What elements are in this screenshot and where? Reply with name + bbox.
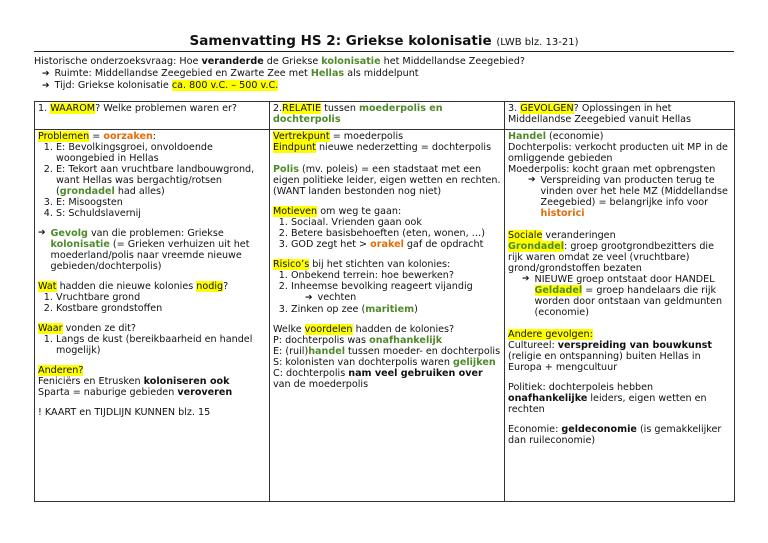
verspreiding-line: ➔ Verspreiding van producten terug te vinden over het hele MZ (Middellandse Zeegebied) = belangrijke info voor historici	[528, 175, 728, 219]
arrow-icon: ➔	[42, 81, 50, 91]
sociale-heading: Sociale veranderingen	[508, 230, 616, 241]
voordeel-s: S: kolonisten van dochterpolis waren gelijken	[273, 357, 496, 368]
eindpunt-line: Eindpunt nieuwe nederzetting = dochterpolis	[273, 142, 492, 153]
header-gevolgen: 3. GEVOLGEN? Oplossingen in het Middellandse Zeegebied vanuit Hellas	[505, 102, 735, 130]
list-item: 1. Vruchtbare grond	[56, 292, 266, 303]
list-item: 3. E: Misoogsten	[56, 197, 266, 208]
title-sub: (LWB blz. 13-21)	[496, 37, 579, 48]
risks-list	[273, 270, 501, 315]
motieven-heading: Motieven om weg te gaan:	[273, 206, 402, 217]
list-item: 2. E: Tekort aan vruchtbare landbouwgrond, want Hellas was bergachtig/rotsen (grondadel had alles)	[56, 164, 266, 197]
title-main: Samenvatting HS 2: Griekse kolonisatie	[189, 33, 492, 49]
economie-line: Economie: geldeconomie (is gemakkelijker dan ruileconomie)	[508, 424, 722, 446]
list-item: 4. S: Schuldslavernij	[56, 208, 266, 219]
table-body-row	[35, 130, 735, 502]
arrow-icon: ➔	[42, 69, 50, 79]
list-item: 2. Betere basisbehoeften (eten, wonen, …)	[291, 228, 501, 239]
voordeel-e: E: (ruil)handel tussen moeder- en dochterpolis	[273, 346, 501, 357]
column-waarom	[35, 130, 270, 502]
intro-block	[34, 56, 734, 92]
andere-gevolgen-heading: Andere gevolgen:	[508, 329, 593, 340]
page-title	[0, 33, 768, 49]
list-item: 3. GOD zegt het > orakel gaf de opdracht	[291, 239, 501, 250]
grondadel-line: Grondadel: groep grootgrondbezitters die rijk waren omdat ze veel (vruchtbare) grond/grondstoffen bezaten	[508, 241, 715, 274]
column-gevolgen	[505, 130, 735, 502]
arrow-icon: ➔	[38, 228, 46, 238]
header-relatie: 2.RELATIE tussen moederpolis en dochterpolis	[270, 102, 505, 130]
ruimte-line: ➔ Ruimte: Middellandse Zeegebied en Zwarte Zee met Hellas als middelpunt	[42, 68, 419, 79]
anderen-heading: Anderen?	[38, 365, 84, 376]
gevolg-line: ➔ Gevolg van die problemen: Griekse kolonisatie (= Grieken verhuizen uit het moederland/polis naar vreemde nieuwe gebieden/dochterpolis)	[38, 228, 250, 272]
politiek-line: Politiek: dochterpoleis hebben onafhankelijke leiders, eigen wetten en rechten	[508, 382, 707, 415]
list-item: 1. Langs de kust (bereikbaarheid en handel mogelijk)	[56, 334, 266, 356]
column-relatie	[270, 130, 505, 502]
risicos-heading: Risico’s bij het stichten van kolonies:	[273, 259, 451, 270]
header-waarom: 1. WAAROM? Welke problemen waren er?	[35, 102, 270, 130]
nieuwe-groep-line: ➔ NIEUWE groep ontstaat door HANDEL Geldadel = groep handelaars die rijk worden door ontstaan van geldmunten (economie)	[522, 274, 723, 318]
where-list	[38, 334, 266, 356]
list-item: 2. Kostbare grondstoffen	[56, 303, 266, 314]
dochterpolis-line: Dochterpolis: verkocht producten uit MP in de omliggende gebieden	[508, 142, 728, 164]
kaart-note: ! KAART en TIJDLIJN KUNNEN blz. 15	[38, 407, 211, 418]
list-item: 1. Sociaal. Vrienden gaan ook	[291, 217, 501, 228]
arrow-icon: ➔	[305, 293, 313, 303]
list-item: 1. E: Bevolkingsgroei, onvoldoende woongebied in Hellas	[56, 142, 266, 164]
summary-table	[34, 101, 735, 502]
research-question: Historische onderzoeksvraag: Hoe veranderde de Griekse kolonisatie het Middellandse Zeegebied?	[34, 56, 525, 67]
wat-heading: Wat hadden die nieuwe kolonies nodig?	[38, 281, 229, 292]
vertrekpunt-line: Vertrekpunt = moederpolis	[273, 131, 404, 142]
tijd-line: ➔ Tijd: Griekse kolonisatie ca. 800 v.C. – 500 v.C.	[42, 80, 279, 91]
voordelen-heading: Welke voordelen hadden de kolonies?	[273, 324, 455, 335]
list-item: 2. Inheemse bevolking reageert vijandig ➔ vechten	[291, 281, 501, 304]
needs-list	[38, 292, 266, 314]
arrow-icon: ➔	[522, 274, 530, 284]
motives-list	[273, 217, 501, 250]
title-underline	[34, 51, 734, 52]
feniciers-line: Feniciërs en Etrusken koloniseren ook	[38, 376, 230, 387]
list-item: 1. Onbekend terrein: hoe bewerken?	[291, 270, 501, 281]
voordeel-p: P: dochterpolis was onafhankelijk	[273, 335, 443, 346]
handel-heading: Handel (economie)	[508, 131, 604, 142]
sparta-line: Sparta = naburige gebieden veroveren	[38, 387, 233, 398]
moederpolis-line: Moederpolis: kocht graan met opbrengsten	[508, 164, 716, 175]
waar-heading: Waar vonden ze dit?	[38, 323, 136, 334]
cultureel-line: Cultureel: verspreiding van bouwkunst (religie en ontspanning) buiten Hellas in Europa + mengcultuur	[508, 340, 712, 373]
voordeel-c: C: dochterpolis nam veel gebruiken over van de moederpolis	[273, 368, 483, 390]
arrow-icon: ➔	[528, 175, 536, 185]
table-header-row	[35, 102, 735, 130]
problemen-heading: Problemen = oorzaken:	[38, 131, 157, 142]
polis-definition: Polis (mv. poleis) = een stadstaat met een eigen politieke leider, eigen wetten en rechten. (WANT landen bestonden nog niet)	[273, 164, 501, 197]
problems-list	[38, 142, 266, 219]
list-item: 3. Zinken op zee (maritiem)	[291, 304, 501, 315]
